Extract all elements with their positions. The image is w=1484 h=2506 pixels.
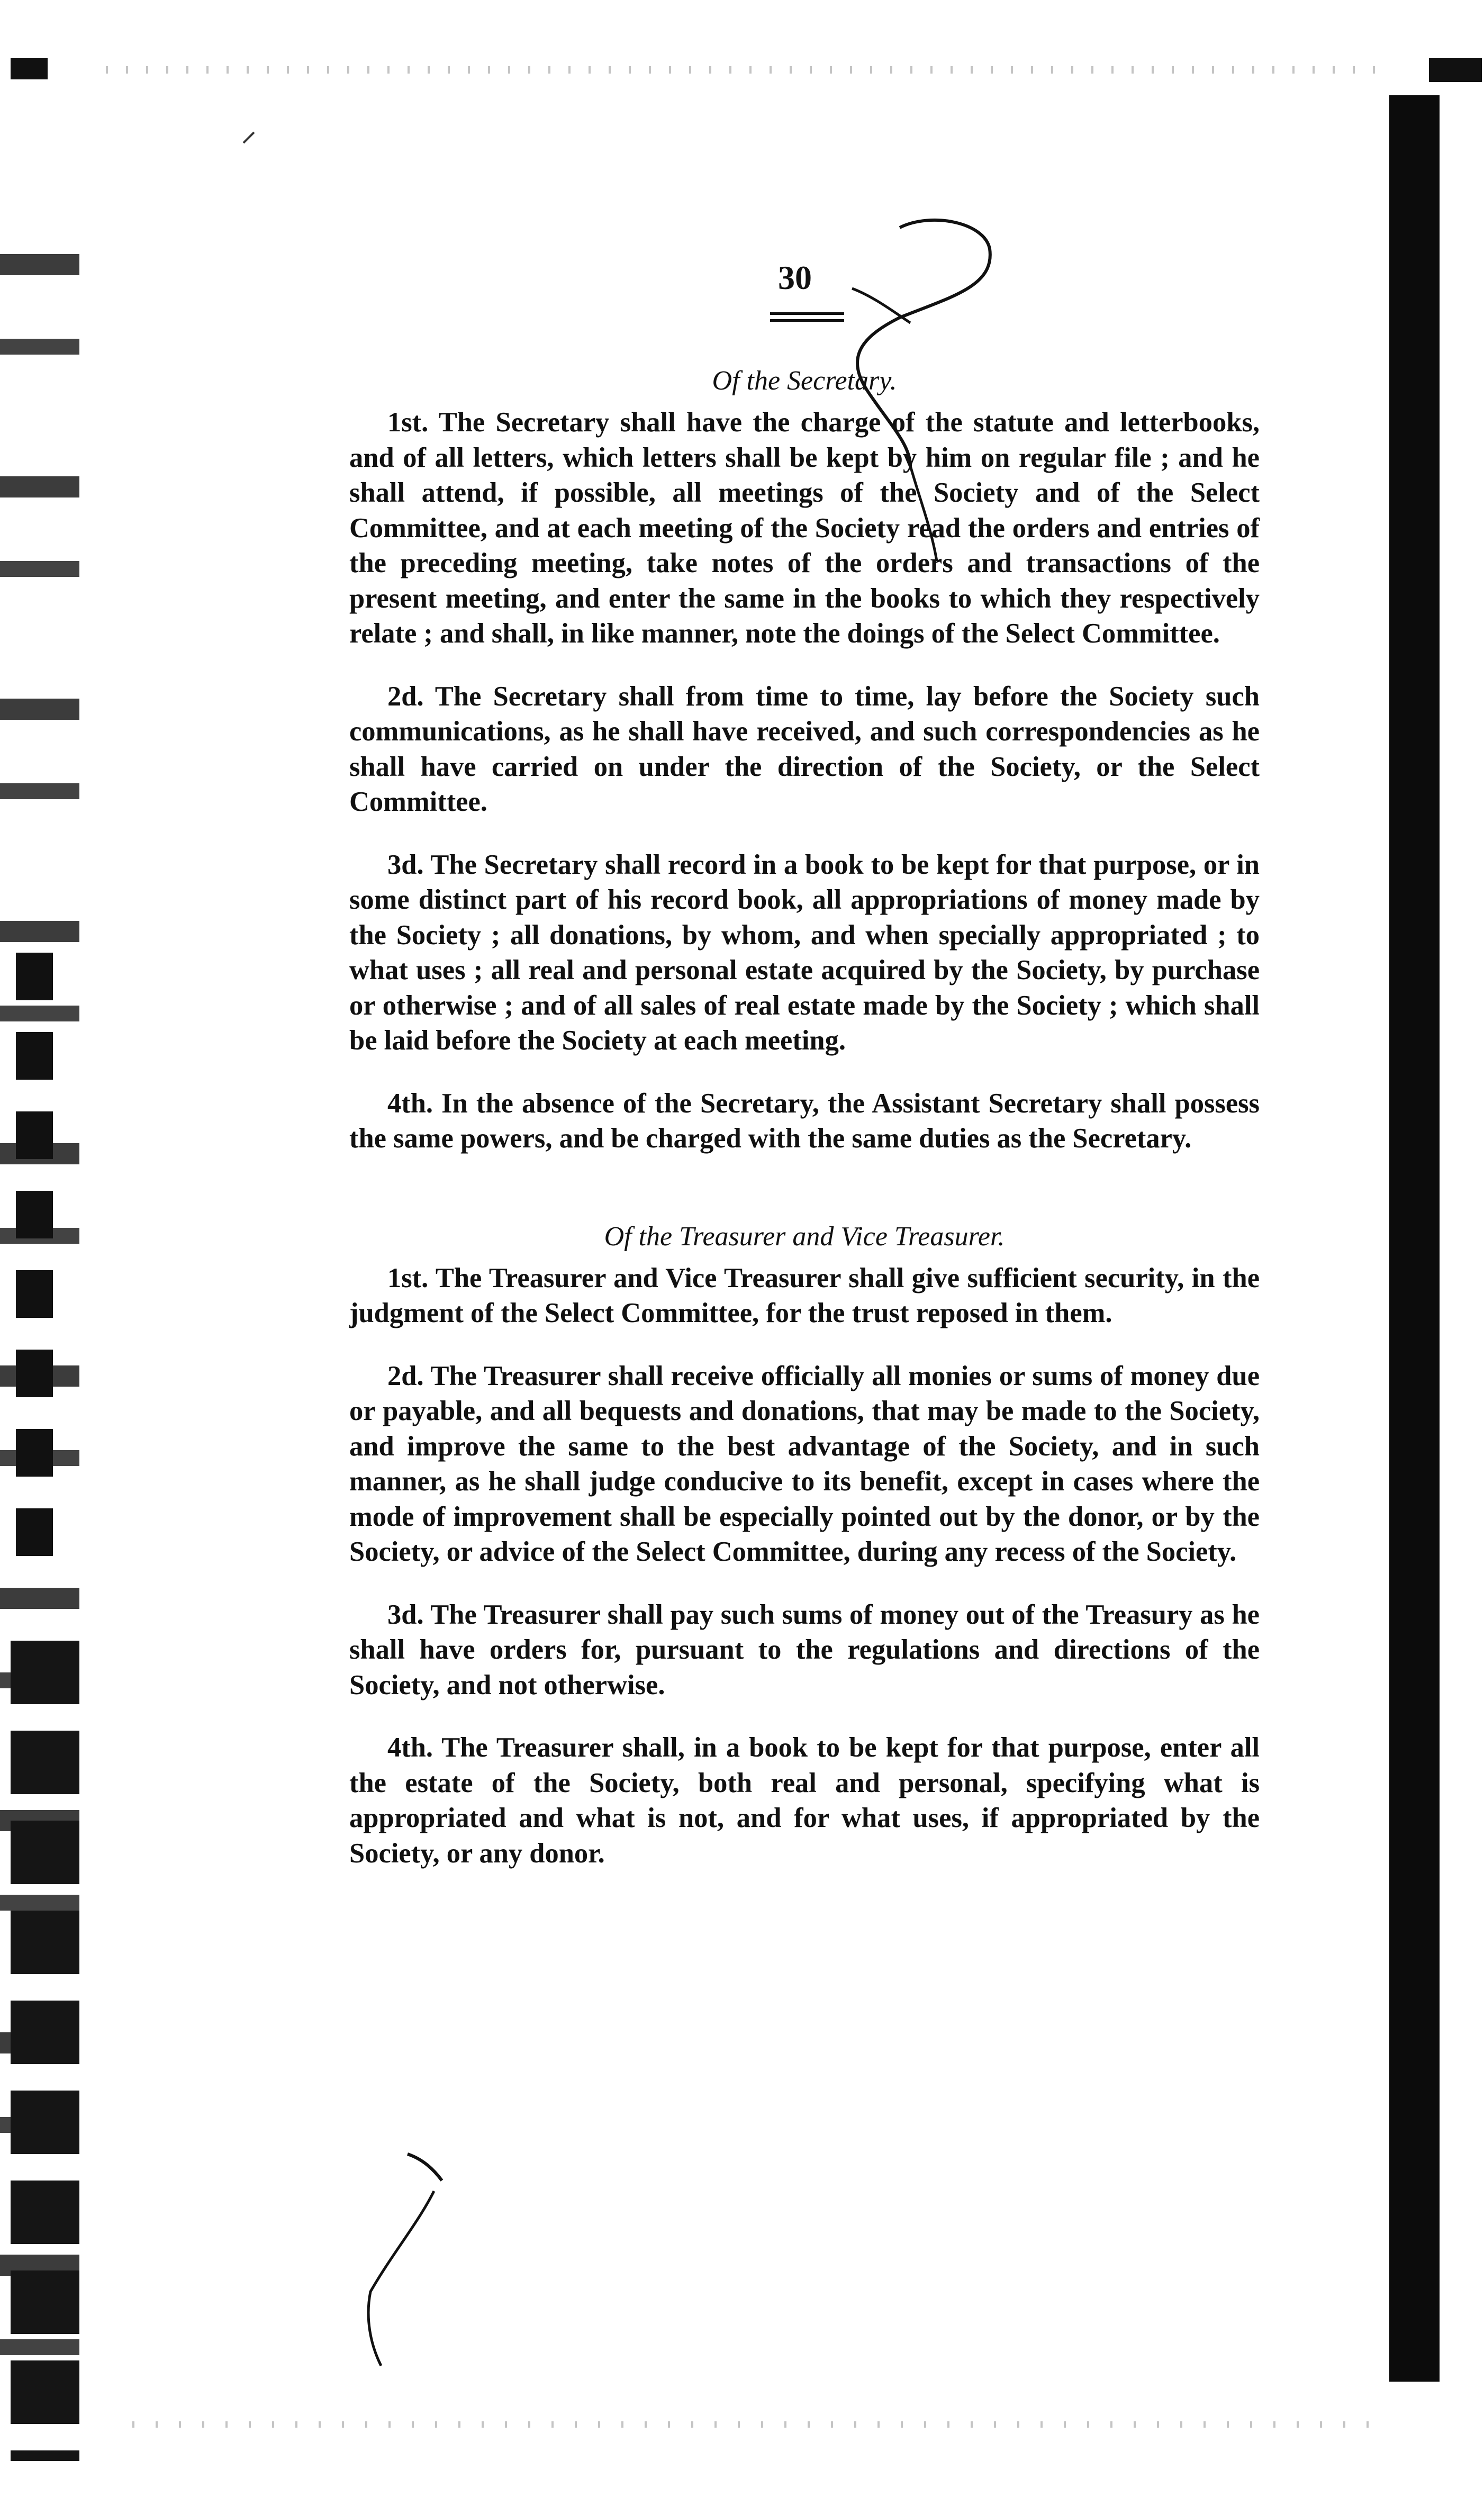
pen-tick-top	[243, 132, 254, 143]
paragraph: 1st. The Secretary shall have the charge of the statute and letterbooks, and of all letters, which letters shall be kept by him on regular file ; and he shall attend, if possible, all meetings of the Society and of the Select Committee, and at each meeting of the Society read the orders and entries of the preceding meeting, take notes of the orders and transactions of the present meeting, and enter the same in the books to which they respectively relate ; and shall, in like manner, note the doings of the Select Committee.	[349, 407, 1260, 649]
section-heading: Of the Secretary.	[712, 366, 897, 396]
section-spacer	[349, 1184, 1260, 1221]
section-secretary	[349, 365, 1260, 1156]
section-treasurer	[349, 1221, 1260, 1871]
pen-stroke-bottom-a	[408, 2154, 442, 2181]
scan-binding-bar-right	[1389, 95, 1440, 2382]
paragraph: 4th. In the absence of the Secretary, the Assistant Secretary shall possess the same powers, and be charged with the same duties as the Secretary.	[349, 1088, 1260, 1154]
pen-stroke-short	[852, 288, 910, 323]
scan-edge-shadow-left-bottom	[11, 1641, 79, 2461]
page-number-rule	[770, 312, 844, 322]
paragraph: 4th. The Treasurer shall, in a book to be kept for that purpose, enter all the estate of the Society, both real and personal, specifying what is appropriated and what is not, and for what uses, if appropriated by the Society, or any donor.	[349, 1732, 1260, 1869]
paragraph: 2d. The Secretary shall from time to time, lay before the Society such communications, as he shall have received, and such correspondencies as he shall have carried on under the direction of the Society, or the Select Committee.	[349, 681, 1260, 817]
scan-noise-bottom	[132, 2421, 1376, 2428]
pen-stroke-bottom-b	[368, 2191, 434, 2366]
paragraph: 1st. The Treasurer and Vice Treasurer shall give sufficient security, in the judgment of the Select Committee, for the trust reposed in them.	[349, 1262, 1260, 1328]
paragraph: 3d. The Secretary shall record in a book to be kept for that purpose, or in some distinct part of his record book, all appropriations of money made by the Society ; all donations, by whom, and when specially appropriated ; to what uses ; all real and personal estate acquired by the Society, by purchase or otherwise ; and of all sales of real estate made by the Society ; which shall be laid before the Society at each meeting.	[349, 849, 1260, 1056]
section-heading: Of the Treasurer and Vice Treasurer.	[604, 1221, 1005, 1252]
scan-edge-shadow-left-mid	[16, 953, 53, 1588]
scan-noise-top	[106, 66, 1376, 74]
paragraph: 2d. The Treasurer shall receive officially all monies or sums of money due or payable, and all bequests and donations, that may be made to the Society, and improve the same to the best advantage of the Society, and in such manner, as he shall judge conducive to its benefit, except in cases where the mode of improvement shall be especially pointed out by the donor, or by the Society, or advice of the Select Committee, during any recess of the Society.	[349, 1360, 1260, 1567]
paragraph: 3d. The Treasurer shall pay such sums of money out of the Treasury as he shall have orders for, pursuant to the regulations and directions of the Society, and not otherwise.	[349, 1599, 1260, 1700]
document-body	[349, 365, 1260, 1898]
scan-corner-mark-right	[1429, 58, 1482, 82]
scan-corner-mark-left	[11, 58, 48, 79]
page-number: 30	[778, 259, 812, 296]
